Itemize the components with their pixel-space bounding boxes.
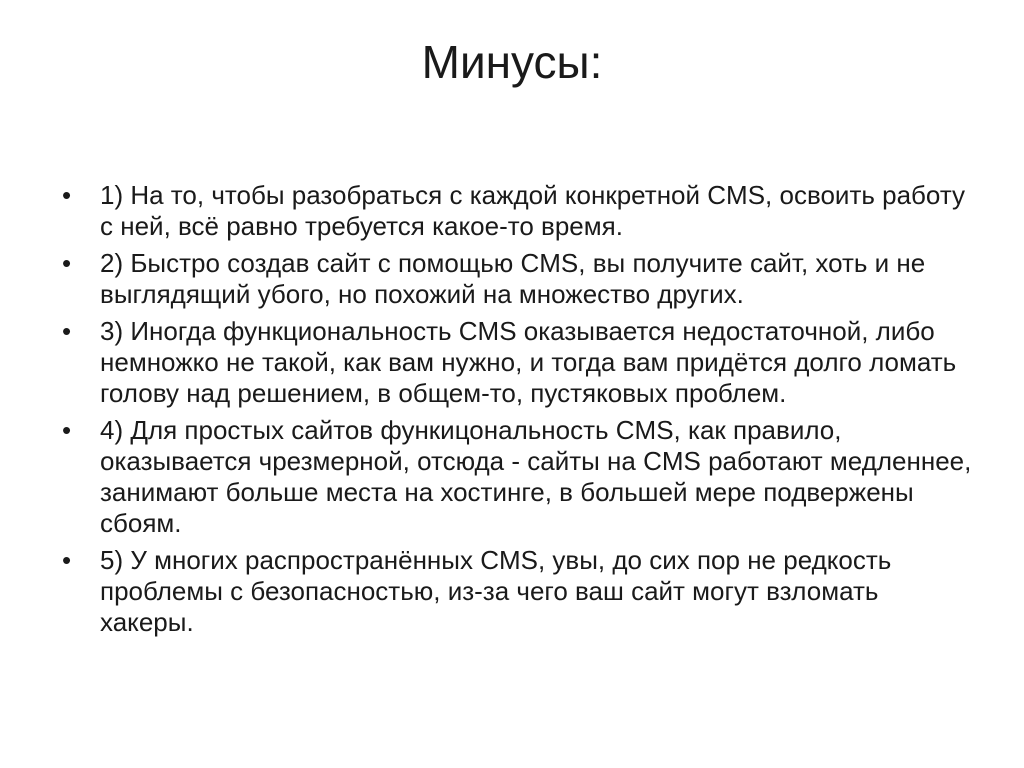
bullet-marker: • bbox=[62, 316, 72, 346]
list-item bbox=[62, 545, 972, 638]
list-item-text: 4) Для простых сайтов функицональность CMS, как правило, оказывается чрезмерной, отсюда - сайты на CMS работают медленнее, занимают больше места на хостинге, в большей мере подвержены сбоям. bbox=[100, 415, 972, 538]
bullet-marker: • bbox=[62, 545, 72, 575]
list-item-text: 2) Быстро создав сайт с помощью CMS, вы получите сайт, хоть и не выглядящий убого, но похожий на множество других. bbox=[100, 248, 926, 309]
slide-title: Минусы: bbox=[421, 36, 603, 88]
list-item-text: 3) Иногда функциональность CMS оказывается недостаточной, либо немножко не такой, как вам нужно, и тогда вам придётся долго ломать голову над решением, в общем-то, пустяковых проблем. bbox=[100, 316, 957, 408]
list-item-text: 1) На то, чтобы разобраться с каждой конкретной CMS, освоить работу с ней, всё равно требуется какое-то время. bbox=[100, 180, 966, 241]
list-item-text: 5) У многих распространённых CMS, увы, до сих пор не редкость проблемы с безопасностью, из-за чего ваш сайт могут взломать хакеры. bbox=[100, 545, 892, 637]
list-item bbox=[62, 248, 972, 310]
bullet-marker: • bbox=[62, 180, 72, 210]
bullet-list bbox=[62, 180, 972, 644]
bullet-marker: • bbox=[62, 415, 72, 445]
list-item bbox=[62, 316, 972, 409]
list-item bbox=[62, 180, 972, 242]
list-item bbox=[62, 415, 972, 539]
bullet-marker: • bbox=[62, 248, 72, 278]
